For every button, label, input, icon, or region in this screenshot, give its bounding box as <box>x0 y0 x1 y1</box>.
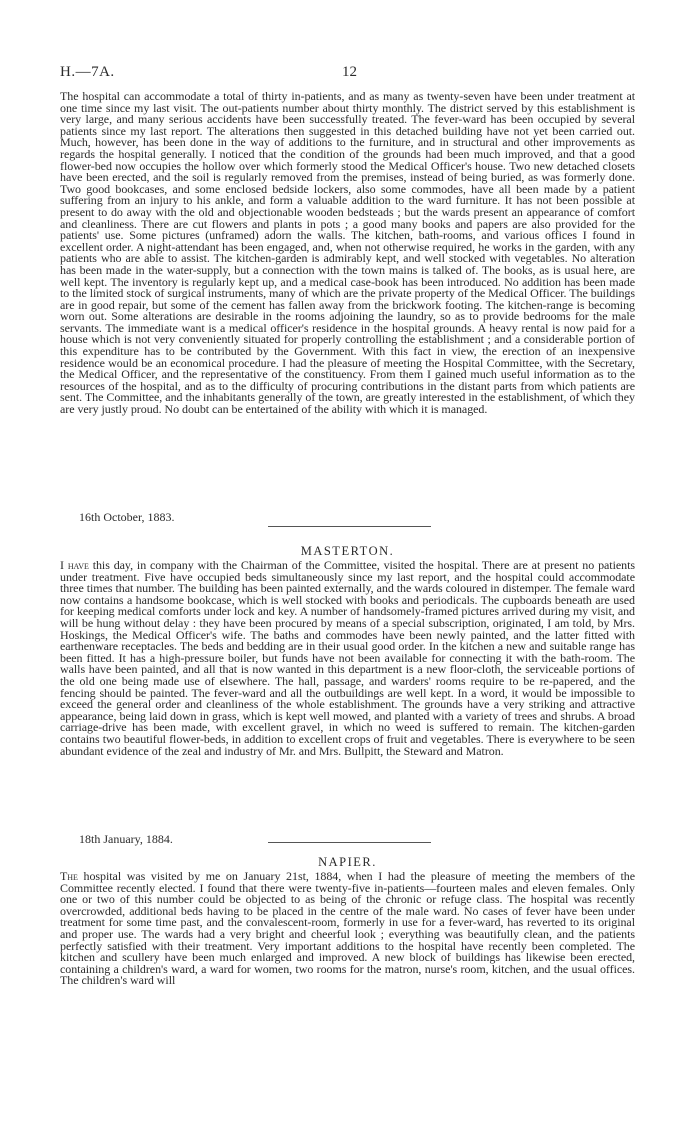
paragraph-lead-masterton: I have <box>60 558 89 572</box>
section-date-masterton: 18th January, 1884. <box>79 832 173 846</box>
section-divider <box>268 842 431 843</box>
paragraph-body-masterton: this day, in company with the Chairman of the Committee, visited the hospital. There are at present no patients under treatment. Five have occupied beds simultaneously since my last report, and the hospital could accommodate three times that number. The building has been painted externally, and the wards coloured in distemper. The female ward now contains a handsome bookcase, which is well stocked with books and periodicals. The cupboards beneath are used for keeping medical comforts under lock and key. A number of handsomely-framed pictures arrived during my visit, and will be hung without delay : they have been procured by means of a special subscription, originated, I am told, by Mrs. Hoskings, the Medical Officer's wife. The baths and commodes have been newly painted, and the latter fitted with earthenware receptacles. The beds and bedding are in their usual good order. In the kitchen a new and suitable range has been fitted. It has a high-pressure boiler, but funds have not been available for connecting it with the bath-room. The walls have been painted, and all that is now wanted in this department is a new floor-cloth, the serviceable portions of the old one being made use of elsewhere. The hall, passage, and warders' rooms require to be re-papered, and the fencing should be painted. The fever-ward and all the outbuildings are well kept. In a word, it would be impossible to exceed the general order and cleanliness of the whole establishment. The grounds have a very striking and attractive appearance, being laid down in grass, which is kept well mowed, and planted with a variety of trees and shrubs. A broad carriage-drive has been made, with excellent gravel, in which no weed is suffered to remain. The kitchen-garden contains two beautiful flower-beds, in addition to excellent crops of fruit and vegetables. There is everywhere to be seen abundant evidence of the zeal and industry of Mr. and Mrs. Bullpitt, the Steward and Matron. <box>60 558 635 758</box>
section-paragraph-masterton <box>60 560 635 757</box>
section-divider <box>268 526 431 527</box>
document-reference: H.—7A. <box>60 64 115 80</box>
paragraph-lead-napier: The <box>60 869 78 883</box>
section-heading-masterton: MASTERTON. <box>300 544 395 558</box>
section-paragraph-hospital: The hospital can accommodate a total of thirty in-patients, and as many as twenty-seven have been under treatment at one time since my last visit. The out-patients number about thirty monthly. The district served by this establishment is very large, and many serious accidents have been successfully treated. The fever-ward has been occupied by several patients since my last report. The alterations then suggested in this detached building have not yet been carried out. Much, however, has been done in the way of additions to the furniture, and in structural and other improvements as regards the hospital generally. I noticed that the condition of the grounds had been much improved, and that a good flower-bed now occupies the hollow over which formerly stood the Medical Officer's house. Two new detached closets have been erected, and the soil is regularly removed from the premises, instead of being buried, as was formerly done. Two good bookcases, and some enclosed bedside lockers, also some commodes, have all been made by a patient suffering from an injury to his ankle, and form a valuable addition to the ward furniture. It has not been possible at present to do away with the old and objectionable wooden bedsteads ; but the wards present an appearance of comfort and cleanliness. There are cut flowers and plants in pots ; a good many books and papers are also provided for the patients' use. Some pictures (unframed) adorn the walls. The kitchen, bath-rooms, and various offices I found in excellent order. A night-attendant has been engaged, and, when not otherwise required, he works in the garden, with any patients who are able to assist. The kitchen-garden is admirably kept, and well stocked with vegetables. No alteration has been made in the water-supply, but a connection with the town mains is talked of. The books, as is usual here, are well kept. The inventory is regularly kept up, and a medical case-book has been introduced. No addition has been made to the limited stock of surgical instruments, many of which are the private property of the Medical Officer. The buildings are in good repair, but some of the cement has fallen away from the brickwork footing. The kitchen-range is becoming worn out. Some alterations are desirable in the rooms adjoining the laundry, so as to provide bedrooms for the male servants. The immediate want is a medical officer's residence in the hospital grounds. A heavy rental is now paid for a house which is not very conveniently situated for properly controlling the establishment ; and a considerable portion of this expenditure has to be contributed by the Government. With this fact in view, the erection of an inexpensive residence would be an economical procedure. I had the pleasure of meeting the Hospital Committee, with the Secretary, the Medical Officer, and the representative of the constituency. From them I gained much useful information as to the resources of the hospital, and as to the difficulty of procuring contributions in the distant parts from which patients are sent. The Committee, and the inhabitants generally of the town, are greatly interested in the establishment, of which they are very justly proud. No doubt can be entertained of the ability with which it is managed. <box>60 89 635 417</box>
page-header <box>60 64 635 84</box>
paragraph-body-napier: hospital was visited by me on January 21st, 1884, when I had the pleasure of meeting the members of the Committee recently elected. I found that there were twenty-five in-patients—fourteen males and eleven females. Only one or two of this number could be objected to as being of the chronic or refuge class. The hospital was recently overcrowded, additional beds having to be placed in the centre of the male ward. No cases of fever have been under treatment for some time past, and the convalescent-room, formerly in use for a fever-ward, has reverted to its original and proper use. The wards had a very bright and cheerful look ; everything was beautifully clean, and the patients perfectly satisfied with their treatment. Very important additions to the hospital have recently been completed. The kitchen and scullery have been much enlarged and improved. A new block of buildings has likewise been erected, containing a children's ward, a ward for women, two rooms for the matron, nurse's room, kitchen, and the usual offices. The children's ward will <box>60 869 635 988</box>
section-paragraph-napier <box>60 871 635 987</box>
page-number: 12 <box>342 64 357 80</box>
section-date-hospital: 16th October, 1883. <box>79 510 175 524</box>
section-heading-napier: NAPIER. <box>318 855 377 869</box>
